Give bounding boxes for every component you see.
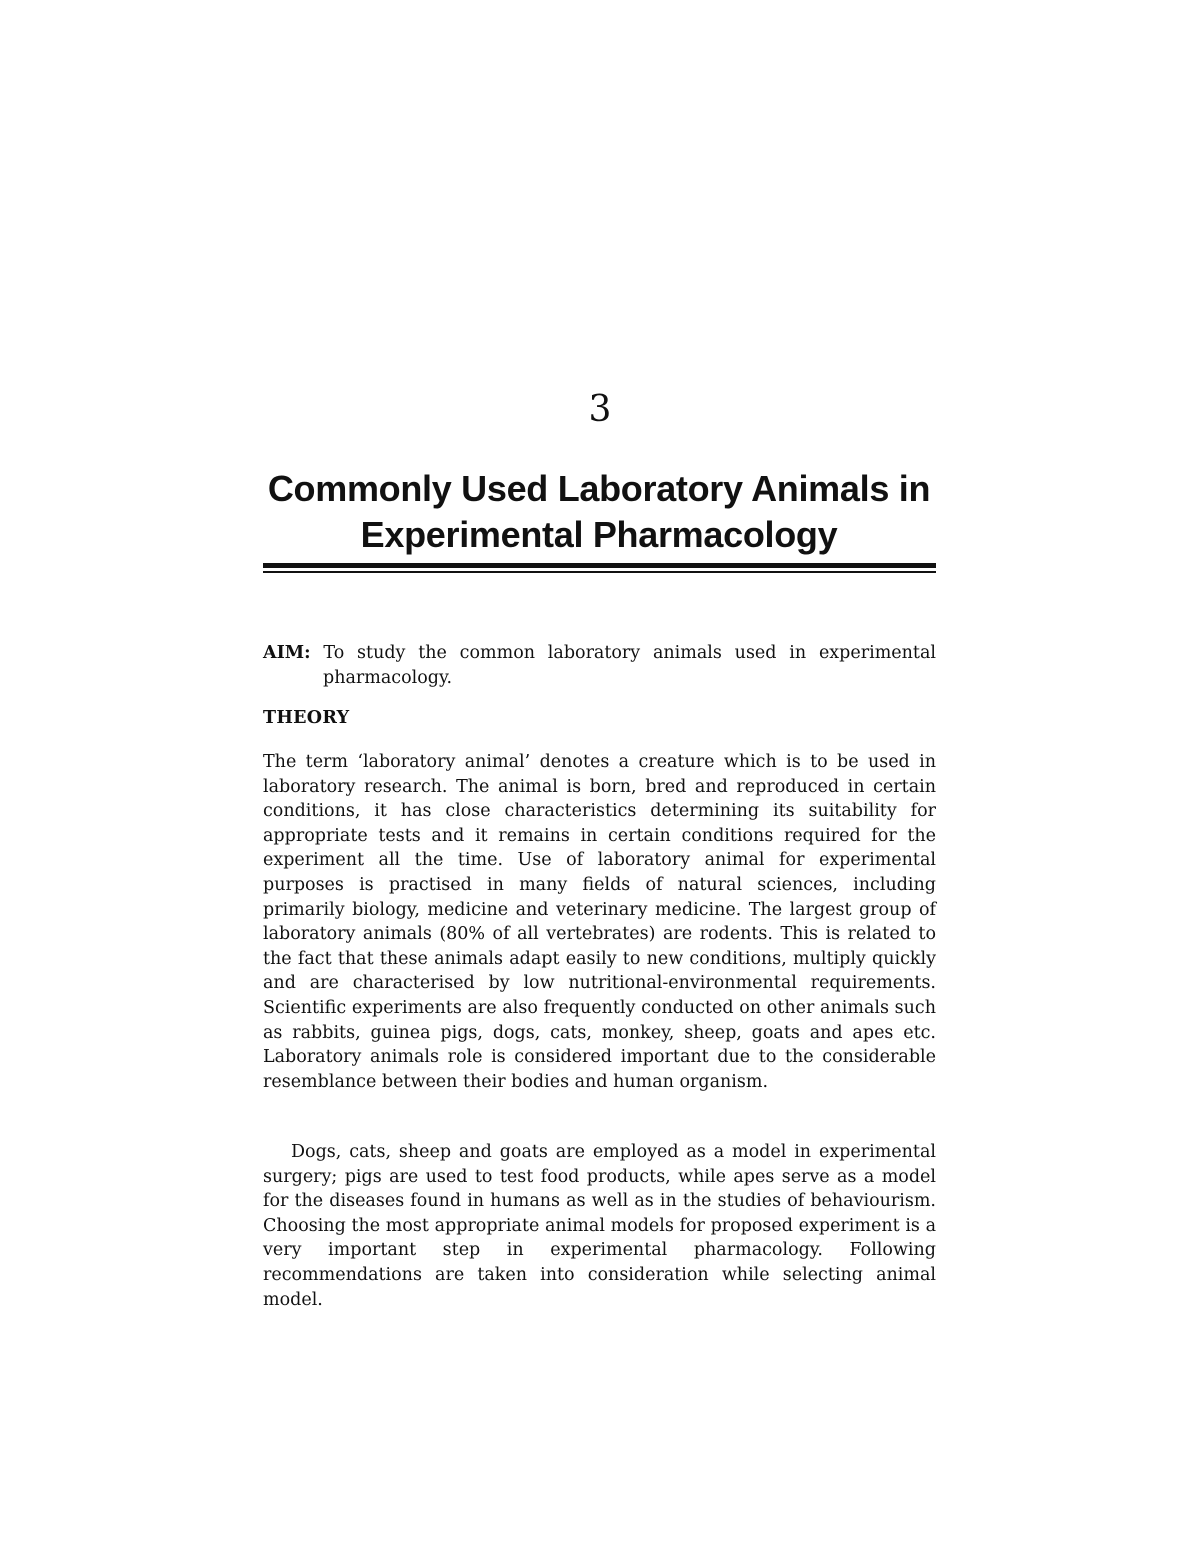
aim-label: AIM: xyxy=(263,643,311,663)
title-divider-thick xyxy=(263,563,936,568)
theory-heading: THEORY xyxy=(263,708,350,728)
chapter-number: 3 xyxy=(588,389,612,430)
chapter-title: Commonly Used Laboratory Animals in Experimental Pharmacology xyxy=(267,468,931,555)
title-divider-thin xyxy=(263,571,936,573)
aim-text: To study the common laboratory animals used in experimental pharmacology. xyxy=(323,643,936,688)
theory-paragraph-1: The term ‘laboratory animal’ denotes a creature which is to be used in laboratory research. The animal is born, bred and reproduced in certain conditions, it has close characteristics determining its suitability for appropriate tests and it remains in certain conditions required for the experiment all the time. Use of laboratory animal for experimental purposes is practised in many fields of natural sciences, including primarily biology, medicine and veterinary medicine. The largest group of laboratory animals (80% of all vertebrates) are rodents. This is related to the fact that these animals adapt easily to new conditions, multiply quickly and are characterised by low nutritional-environmental requirements. Scientific experiments are also frequently conducted on other animals such as rabbits, guinea pigs, dogs, cats, monkey, sheep, goats and apes etc. Laboratory animals role is considered important due to the considerable resemblance between their bodies and human organism. xyxy=(263,752,936,1092)
theory-paragraph-2: Dogs, cats, sheep and goats are employed as a model in experimental surgery; pigs are used to test food products, while apes serve as a model for the diseases found in humans as well as in the studies of behaviourism. Choosing the most appropriate animal models for proposed experiment is a very important step in experimental pharmacology. Following recommendations are taken into consideration while selecting animal model. xyxy=(263,1142,936,1310)
aim-statement xyxy=(263,641,936,690)
